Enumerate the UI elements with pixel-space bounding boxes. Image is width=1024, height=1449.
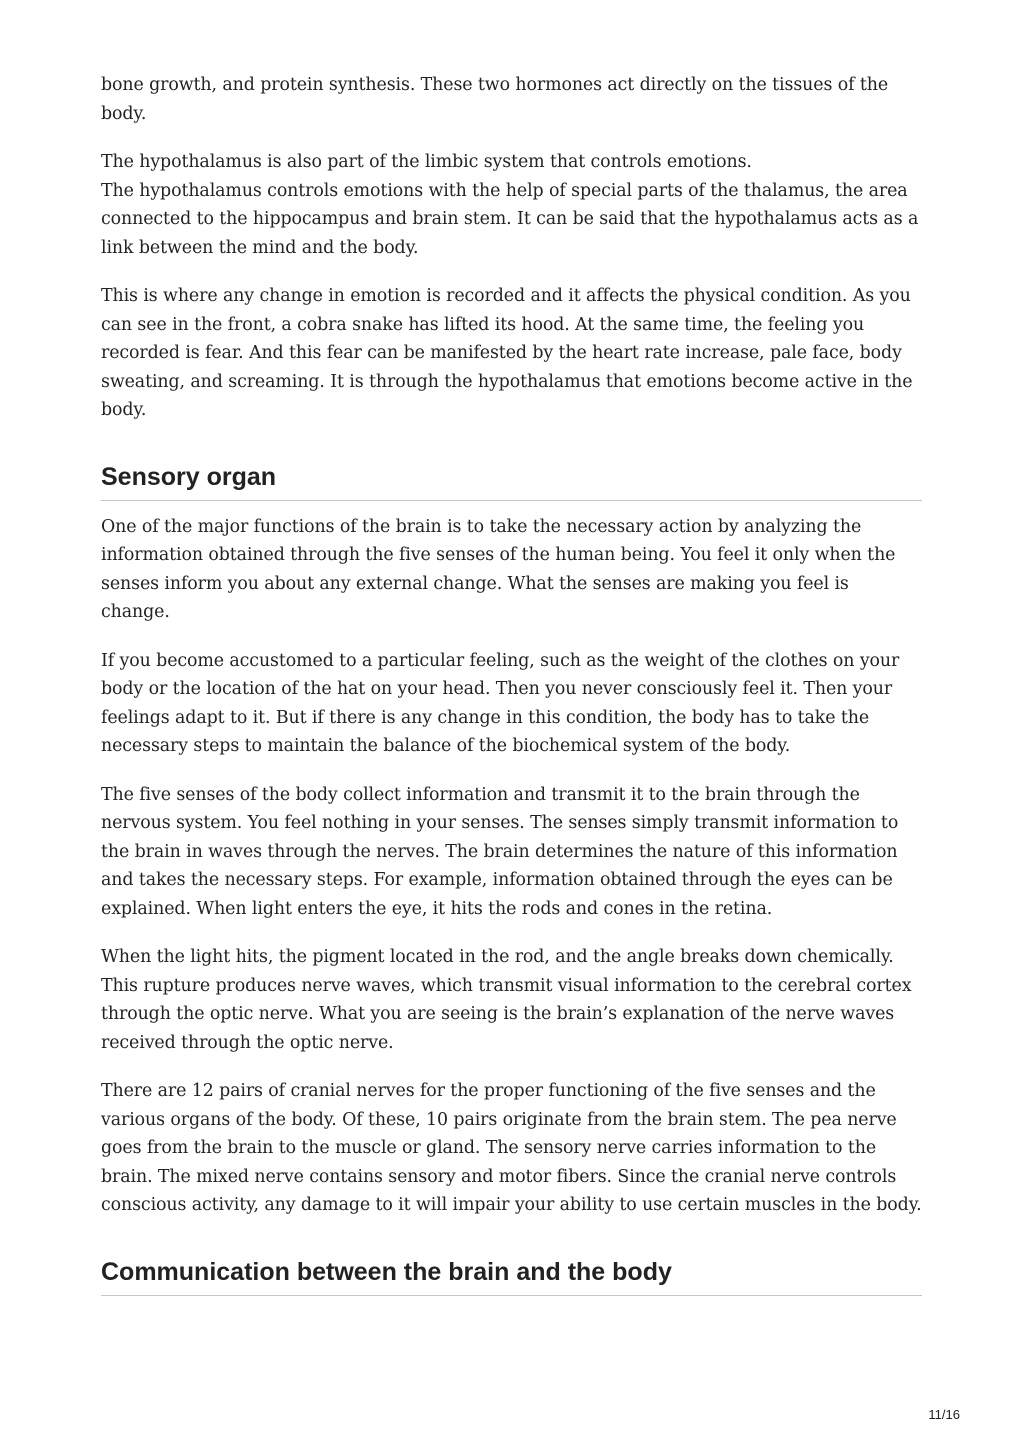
paragraph-hormones: bone growth, and protein synthesis. These two hormones act directly on the tissues of the body. — [101, 75, 889, 124]
heading-sensory-organ: Sensory organ — [101, 462, 922, 501]
heading-communication: Communication between the brain and the body — [101, 1257, 922, 1296]
paragraph-accustomed-feeling: If you become accustomed to a particular feeling, such as the weight of the clothes on your body or the location of the hat on your head. Then you never consciously feel it. Then your feelings adapt to it. But if there is any change in this condition, the body has to take the necessary steps to maintain the balance of the biochemical system of the body. — [101, 650, 900, 756]
paragraph-limbic-line-1: The hypothalamus is also part of the limbic system that controls emotions. — [101, 152, 752, 172]
paragraph-five-senses: One of the major functions of the brain is to take the necessary action by analyzing the information obtained through the five senses of the human being. You feel it only when the senses inform you about any external change. What the senses are making you feel is change. — [101, 516, 896, 622]
page-number: 11/16 — [928, 1407, 960, 1422]
paragraph-light-pigment: When the light hits, the pigment located in the rod, and the angle breaks down chemically. This rupture produces nerve waves, which transmit visual information to the cerebral cortex through the optic nerve. What you are seeing is the brain’s explanation of the nerve waves received through the optic nerve. — [101, 947, 912, 1053]
paragraph-limbic-line-2: The hypothalamus controls emotions with the help of special parts of the thalamus, the area connected to the hippocampus and brain stem. It can be said that the hypothalamus acts as a link between the mind and the body. — [101, 180, 919, 258]
paragraph-cranial-nerves: There are 12 pairs of cranial nerves for the proper functioning of the five senses and the various organs of the body. Of these, 10 pairs originate from the brain stem. The pea nerve goes from the brain to the muscle or gland. The sensory nerve carries information to the brain. The mixed nerve contains sensory and motor fibers. Since the cranial nerve controls conscious activity, any damage to it will impair your ability to use certain muscles in the body. — [101, 1081, 922, 1215]
document-body — [101, 71, 922, 1308]
paragraph-senses-transmit: The five senses of the body collect information and transmit it to the brain through the nervous system. You feel nothing in your senses. The senses simply transmit information to the brain in waves through the nerves. The brain determines the nature of this information and takes the necessary steps. For example, information obtained through the eyes can be explained. When light enters the eye, it hits the rods and cones in the retina. — [101, 784, 899, 919]
paragraph-limbic-system — [101, 148, 922, 262]
paragraph-emotion-physical: This is where any change in emotion is recorded and it affects the physical condition. As you can see in the front, a cobra snake has lifted its hood. At the same time, the feeling you recorded is fear. And this fear can be manifested by the heart rate increase, pale face, body sweating, and screaming. It is through the hypothalamus that emotions become active in the body. — [101, 286, 913, 420]
